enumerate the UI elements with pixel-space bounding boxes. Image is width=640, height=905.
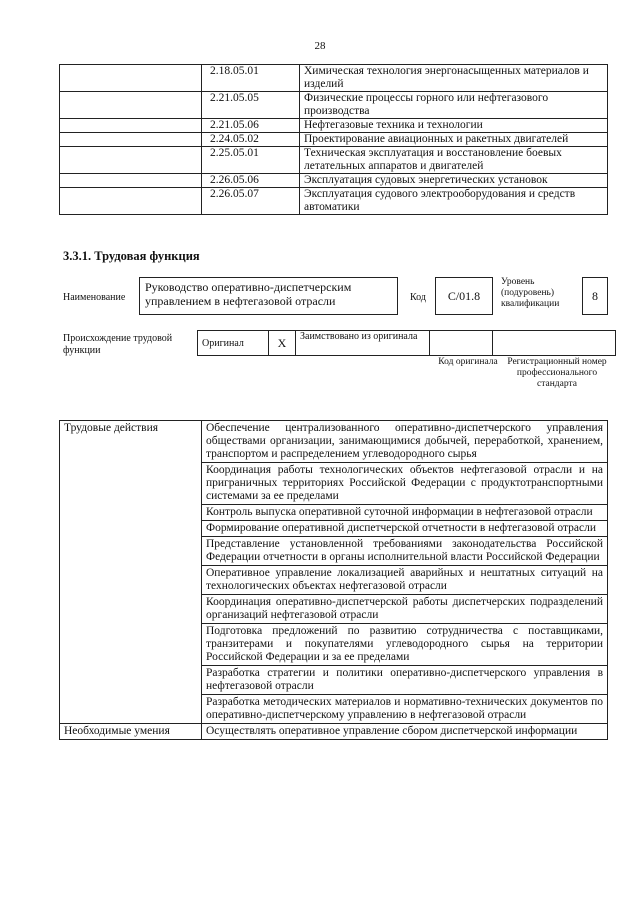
labor-action: Разработка стратегии и политики оперативно-диспетчерского управления в нефтегазовой отрасли (202, 666, 608, 695)
skill-row (60, 724, 608, 740)
empty-cell (60, 92, 202, 119)
empty-cell (60, 174, 202, 188)
specialty-row (60, 133, 608, 147)
specialty-name: Эксплуатация судового электрооборудования и средств автоматики (300, 188, 608, 215)
labor-action: Подготовка предложений по развитию сотрудничества с поставщиками, транзитерами и покупателями углеводородного сырья на территории Российской Федерации и за ее пределами (202, 624, 608, 666)
function-code-box (435, 277, 493, 315)
origin-label: Происхождение трудовой функции (63, 333, 173, 356)
specialty-row (60, 119, 608, 133)
specialty-name: Эксплуатация судовых энергетических установок (300, 174, 608, 188)
specialty-code: 2.21.05.05 (202, 92, 300, 119)
specialty-name: Техническая эксплуатация и восстановление боевых летательных аппаратов и двигателей (300, 147, 608, 174)
empty-cell (60, 147, 202, 174)
specialty-name: Физические процессы горного или нефтегазового производства (300, 92, 608, 119)
level-label: Уровень (подуровень) квалификации (501, 277, 560, 309)
specialty-code: 2.26.05.06 (202, 174, 300, 188)
labor-action: Разработка методических материалов и нормативно-технических документов по оперативно-диспетчерскому управлению в нефтегазовой отрасли (202, 695, 608, 724)
specialty-row (60, 147, 608, 174)
function-name: Руководство оперативно-диспетчерским управлением в нефтегазовой отрасли (145, 280, 352, 308)
empty-cell (60, 133, 202, 147)
specialty-name: Нефтегазовые техника и технологии (300, 119, 608, 133)
labor-action: Формирование оперативной диспетчерской отчетности в нефтегазовой отрасли (202, 521, 608, 537)
function-name-box (139, 277, 398, 315)
labor-action: Координация работы технологических объектов нефтегазовой отрасли и на приграничных территориях Российской Федерации с продуктотранспортными системами за ее пределами (202, 463, 608, 505)
page-number: 28 (314, 40, 326, 52)
specialties-table (59, 64, 608, 215)
specialty-row (60, 188, 608, 215)
origin-table (197, 330, 616, 356)
specialty-name: Проектирование авиационных и ракетных двигателей (300, 133, 608, 147)
labor-action: Координация оперативно-диспетчерской работы диспетчерских подразделений организаций нефтегазовой отрасли (202, 595, 608, 624)
specialty-row (60, 92, 608, 119)
specialty-code: 2.24.05.02 (202, 133, 300, 147)
labor-action: Контроль выпуска оперативной суточной информации в нефтегазовой отрасли (202, 505, 608, 521)
skill-item: Осуществлять оперативное управление сбором диспетчерской информации (202, 724, 608, 740)
specialty-code: 2.26.05.07 (202, 188, 300, 215)
labor-function-table (59, 420, 608, 740)
specialty-row (60, 174, 608, 188)
empty-cell (60, 188, 202, 215)
level-box (582, 277, 608, 315)
empty-cell (60, 65, 202, 92)
empty-cell (60, 119, 202, 133)
labor-actions-label: Трудовые действия (60, 421, 202, 724)
labor-action: Оперативное управление локализацией аварийных и нештатных ситуаций на технологических объектах нефтегазовой отрасли (202, 566, 608, 595)
skills-label: Необходимые умения (60, 724, 202, 740)
section-title: 3.3.1. Трудовая функция (63, 249, 200, 263)
labor-action-row (60, 421, 608, 463)
name-label: Наименование (63, 292, 126, 303)
specialty-code: 2.21.05.06 (202, 119, 300, 133)
reg-number-cell (493, 331, 616, 356)
specialty-row (60, 65, 608, 92)
reg-number-caption: Регистрационный номер профессионального стандарта (507, 357, 607, 389)
borrowed-label: Заимствовано из оригинала (296, 331, 430, 356)
original-cell (198, 331, 269, 356)
code-original-caption: Код оригинала (438, 357, 498, 367)
labor-action: Обеспечение централизованного оперативно-диспетчерского управления обществами организации, занимающимися добычей, переработкой, хранением, транспортом и распределением углеводородного сырья (202, 421, 608, 463)
level-value: 8 (592, 289, 598, 303)
function-code: C/01.8 (447, 289, 481, 303)
code-original-cell (430, 331, 493, 356)
specialty-code: 2.25.05.01 (202, 147, 300, 174)
original-mark: X (269, 331, 296, 356)
labor-action: Представление установленной требованиями законодательства Российской Федерации отчетности в органы исполнительной власти Российской Федерации (202, 537, 608, 566)
specialty-code: 2.18.05.01 (202, 65, 300, 92)
original-label: Оригинал (202, 337, 244, 349)
code-label: Код (410, 292, 426, 303)
specialty-name: Химическая технология энергонасыщенных материалов и изделий (300, 65, 608, 92)
